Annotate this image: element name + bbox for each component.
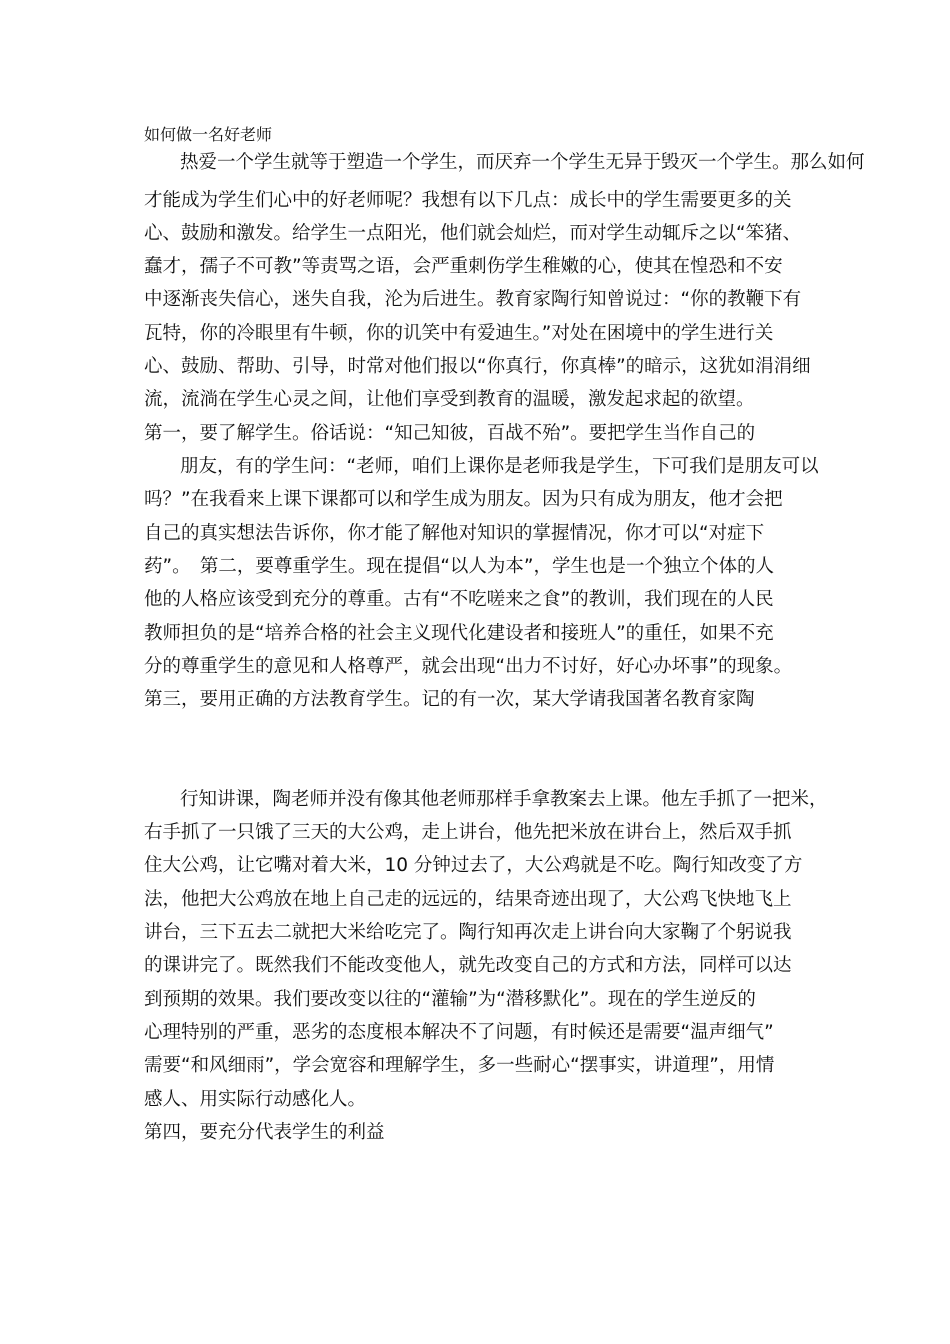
text-line: 中逐渐丧失信心，迷失自我，沦为后进生。教育家陶行知曾说过：“你的教鞭下有 [144,289,802,310]
text-line: 他的人格应该受到充分的尊重。古有“不吃嗟来之食”的教训，我们现在的人民 [144,589,774,610]
text-line: 自己的真实想法告诉你，你才能了解他对知识的掌握情况，你才可以“对症下 [144,523,765,544]
text-line: 第四，要充分代表学生的利益 [144,1122,385,1143]
text-line: 分的尊重学生的意见和人格尊严，就会出现“出力不讨好，好心办坏事”的现象。 [144,656,793,677]
text-line: 吗？”在我看来上课下课都可以和学生成为朋友。因为只有成为朋友，他才会把 [144,489,783,510]
text-line: 法，他把大公鸡放在地上自己走的远远的，结果奇迹出现了，大公鸡飞快地飞上 [144,889,792,910]
text-line: 需要“和风细雨”，学会宽容和理解学生，多一些耐心“摆事实，讲道理”，用情 [144,1055,775,1076]
text-line: 心、鼓励、帮助、引导，时常对他们报以“你真行，你真棒”的暗示，这犹如涓涓细 [144,356,811,377]
text-line: 感人、用实际行动感化人。 [144,1089,367,1110]
text-line: 讲台，三下五去二就把大米给吃完了。陶行知再次走上讲台向大家鞠了个躬说我 [144,922,792,943]
text-line: 到预期的效果。我们要改变以往的“灌输”为“潜移默化”。现在的学生逆反的 [144,989,756,1010]
text-line: 第一，要了解学生。俗话说：“知己知彼，百战不殆”。要把学生当作自己的 [144,423,756,444]
text-line: 住大公鸡，让它嘴对着大米，10 分钟过去了，大公鸡就是不吃。陶行知改变了方 [144,855,803,876]
text-line: 第三，要用正确的方法教育学生。记的有一次，某大学请我国著名教育家陶 [144,689,755,710]
text-line: 才能成为学生们心中的好老师呢？我想有以下几点：成长中的学生需要更多的关 [144,190,792,211]
text-line: 瓦特，你的冷眼里有牛顿，你的讥笑中有爱迪生。”对处在困境中的学生进行关 [144,323,774,344]
text-line: 心理特别的严重，恶劣的态度根本解决不了问题，有时候还是需要“温声细气” [144,1022,774,1043]
text-line: 药”。 第二，要尊重学生。现在提倡“以人为本”，学生也是一个独立个体的人 [144,556,775,577]
text-line: 的课讲完了。既然我们不能改变他人，就先改变自己的方式和方法，同样可以达 [144,955,792,976]
text-line: 心、鼓励和激发。给学生一点阳光，他们就会灿烂，而对学生动辄斥之以“笨猪、 [144,223,802,244]
text-line: 行知讲课，陶老师并没有像其他老师那样手拿教案去上课。他左手抓了一把米， [180,789,828,810]
text-line: 教师担负的是“培养合格的社会主义现代化建设者和接班人”的重任，如果不充 [144,623,774,644]
text-line: 右手抓了一只饿了三天的大公鸡，走上讲台，他先把米放在讲台上，然后双手抓 [144,822,792,843]
document-title: 如何做一名好老师 [144,125,273,144]
text-line: 蠢才，孺子不可教”等责骂之语，会严重刺伤学生稚嫩的心，使其在惶恐和不安 [144,256,783,277]
text-line: 热爱一个学生就等于塑造一个学生，而厌弃一个学生无异于毁灭一个学生。那么如何 [180,152,865,173]
text-line: 朋友，有的学生问：“老师，咱们上课你是老师我是学生，下可我们是朋友可以 [180,456,819,477]
text-line: 流，流淌在学生心灵之间，让他们享受到教育的温暖，激发起求起的欲望。 [144,389,755,410]
